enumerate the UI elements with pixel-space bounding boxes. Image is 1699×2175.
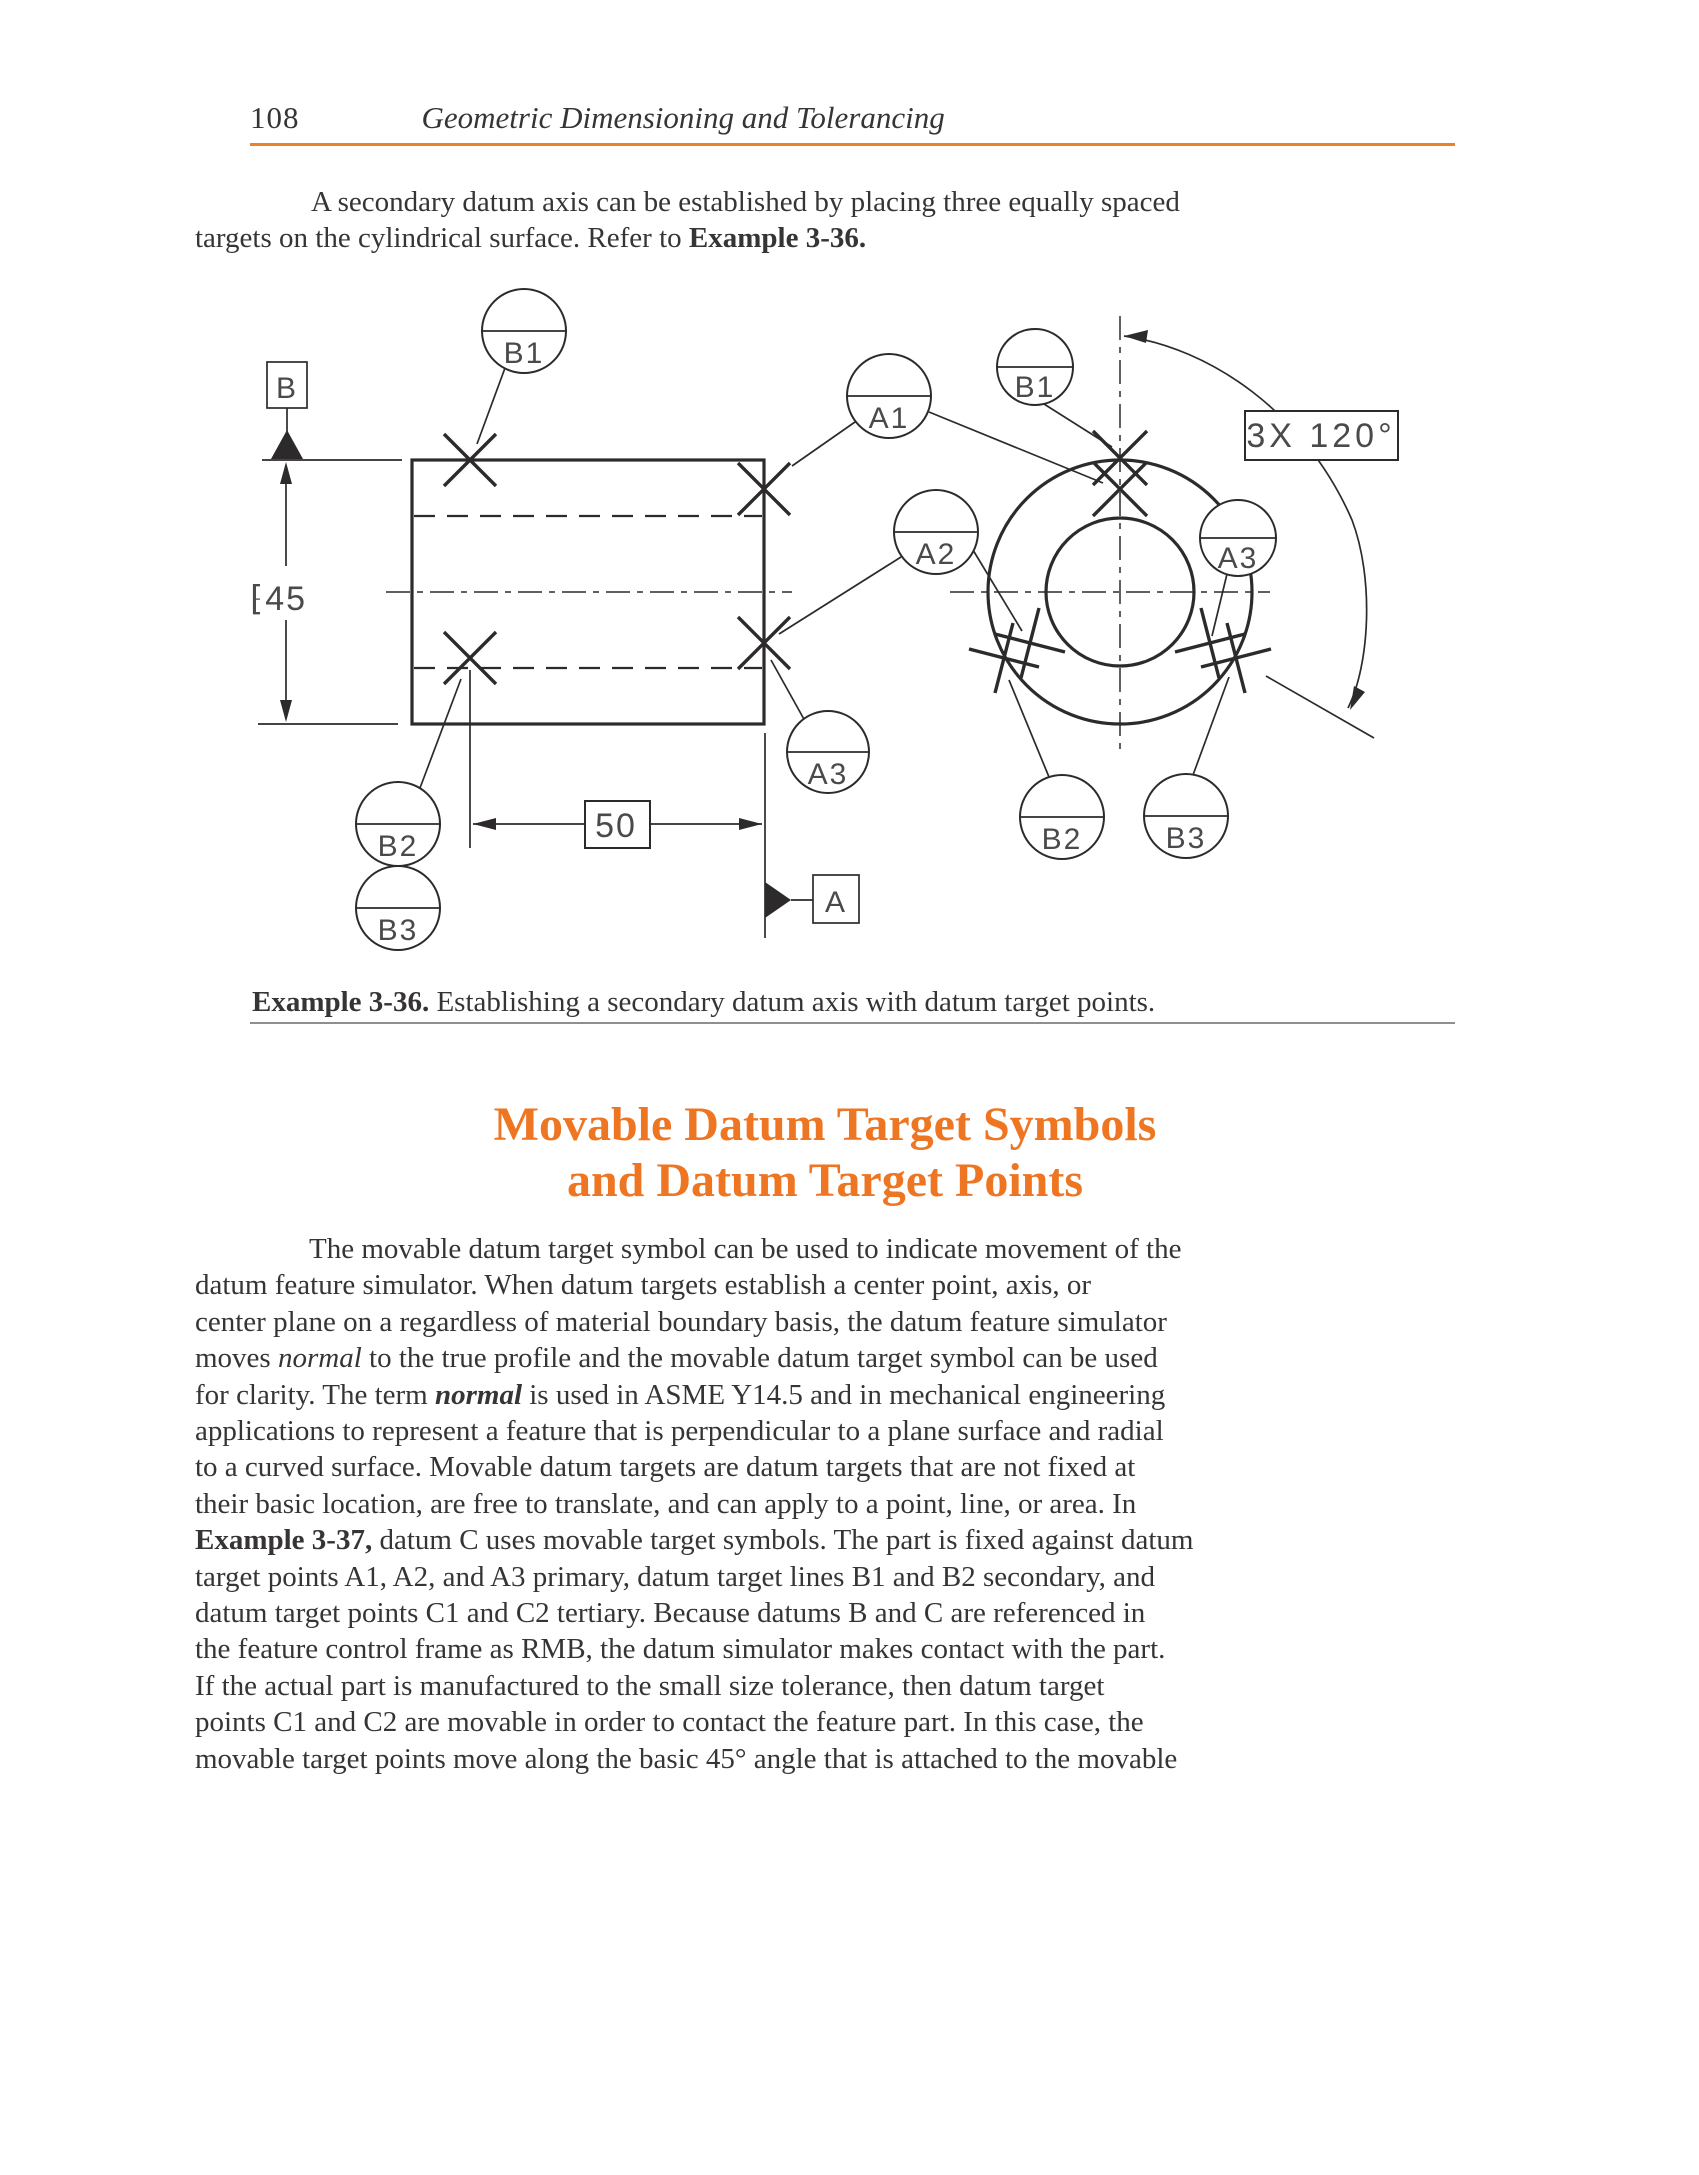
leader-a3 (1212, 574, 1227, 636)
body-line: target points A1, A2, and A3 primary, datum target lines B1 and B2 secondary, and (195, 1560, 1156, 1593)
body-paragraph (195, 1231, 1485, 1777)
balloon-label: B1 (1014, 371, 1056, 404)
leader-a1-left (792, 422, 855, 466)
leader-b2 (420, 679, 461, 788)
body-line: points C1 and C2 are movable in order to contact the feature part. In this case, the (195, 1706, 1144, 1739)
balloon-label: A1 (868, 402, 910, 435)
figure-caption (252, 986, 1155, 1019)
datum-target-balloon-b1 (482, 289, 566, 373)
datum-target-balloon-a1 (847, 354, 931, 438)
chapter-title: Geometric Dimensioning and Tolerancing (421, 100, 945, 135)
arrow-right-icon (739, 818, 762, 830)
angle-note (1245, 411, 1398, 460)
diameter-dimension (250, 462, 398, 724)
side-view (250, 289, 869, 950)
heading-line-1: Movable Datum Target Symbols (493, 1098, 1157, 1151)
section-heading (195, 1097, 1455, 1209)
datum-target-x-marks-side (444, 434, 790, 684)
caption-text: Establishing a secondary datum axis with datum target points. (429, 986, 1156, 1018)
caption-rule (250, 1022, 1455, 1024)
body-line: their basic location, are free to translate, and can apply to a point, line, or area. In (195, 1487, 1137, 1520)
target-x-a3-icon (1175, 608, 1245, 678)
body-line: Example 3-37, datum C uses movable target symbols. The part is fixed against datum (195, 1524, 1194, 1557)
body-line: moves normal to the true profile and the movable datum target symbol can be used (195, 1342, 1158, 1375)
target-x-a2-icon (995, 608, 1065, 678)
datum-triangle-icon (271, 430, 303, 459)
datum-a-flag (765, 875, 859, 923)
end-view (779, 316, 1398, 859)
datum-target-balloon-b2 (356, 782, 440, 866)
balloon-label: B3 (377, 914, 419, 947)
balloon-label: A3 (807, 758, 849, 791)
balloon-label: B3 (1165, 822, 1207, 855)
balloon-label: B1 (503, 337, 545, 370)
body-line: movable target points move along the basic 45° angle that is attached to the movable (195, 1742, 1178, 1775)
length-value: 50 (595, 807, 637, 845)
body-line: center plane on a regardless of material boundary basis, the datum feature simulator (195, 1305, 1167, 1338)
datum-target-balloon-b1-end (997, 329, 1073, 405)
arc-arrow-top-icon (1124, 330, 1148, 343)
caption-number: Example 3-36. (252, 986, 430, 1018)
page-number: 108 (250, 100, 300, 135)
balloon-label: A3 (1217, 542, 1259, 575)
datum-target-balloon-a3-end (1200, 500, 1276, 576)
body-line: The movable datum target symbol can be used to indicate movement of the (309, 1233, 1182, 1265)
datum-target-balloon-a2 (894, 490, 978, 574)
body-line: applications to represent a feature that is perpendicular to a plane surface and radial (195, 1415, 1164, 1448)
leader-b1 (1044, 404, 1112, 447)
balloon-label: B2 (1041, 823, 1083, 856)
angle-note-label: 3X 120° (1246, 417, 1396, 455)
target-x-b3-icon (1201, 623, 1271, 693)
arc-arrow-bottom-icon (1350, 686, 1365, 710)
body-line: the feature control frame as RMB, the datum simulator makes contact with the part. (195, 1633, 1166, 1666)
length-dimension (470, 670, 765, 938)
leader-b3 (1193, 677, 1229, 775)
example-reference: Example 3-36. (688, 222, 867, 254)
balloon-label: A2 (915, 538, 957, 571)
leader-b1 (477, 368, 505, 444)
intro-line-2: targets on the cylindrical surface. Refer to Example 3-36. (195, 222, 867, 254)
intro-line-1: A secondary datum axis can be established by placing three equally spaced (311, 186, 1180, 218)
datum-target-balloon-a3-side (787, 711, 869, 793)
example-3-36-figure (170, 190, 1430, 970)
datum-target-balloon-b3 (356, 866, 440, 950)
heading-line-2: and Datum Target Points (566, 1154, 1084, 1207)
datum-b-label: B (275, 372, 299, 405)
datum-b-flag (262, 362, 402, 460)
body-line: datum feature simulator. When datum targets establish a center point, axis, or (195, 1269, 1092, 1302)
running-header (250, 100, 945, 136)
body-line: datum target points C1 and C2 tertiary. Because datums B and C are referenced in (195, 1597, 1146, 1630)
leader-b2 (1009, 680, 1049, 777)
body-line: If the actual part is manufactured to the small size tolerance, then datum target (195, 1669, 1105, 1702)
body-line: to a curved surface. Movable datum targets are datum targets that are not fixed at (195, 1451, 1136, 1484)
balloon-label: B2 (377, 830, 419, 863)
datum-triangle-icon (765, 882, 791, 918)
header-rule (250, 143, 1455, 146)
datum-target-balloon-b3-end (1144, 774, 1228, 858)
datum-target-balloon-b2-end (1020, 775, 1104, 859)
body-line: for clarity. The term normal is used in ASME Y14.5 and in mechanical engineering (195, 1378, 1166, 1411)
datum-a-label: A (824, 886, 848, 919)
leader-a1-right (929, 412, 1103, 483)
leader-a2-right (973, 550, 1022, 631)
leader-a2-left (779, 557, 901, 634)
target-x-b2-icon (969, 623, 1039, 693)
arrow-down-icon (280, 700, 292, 722)
diameter-value: ⁅45 (250, 580, 308, 618)
